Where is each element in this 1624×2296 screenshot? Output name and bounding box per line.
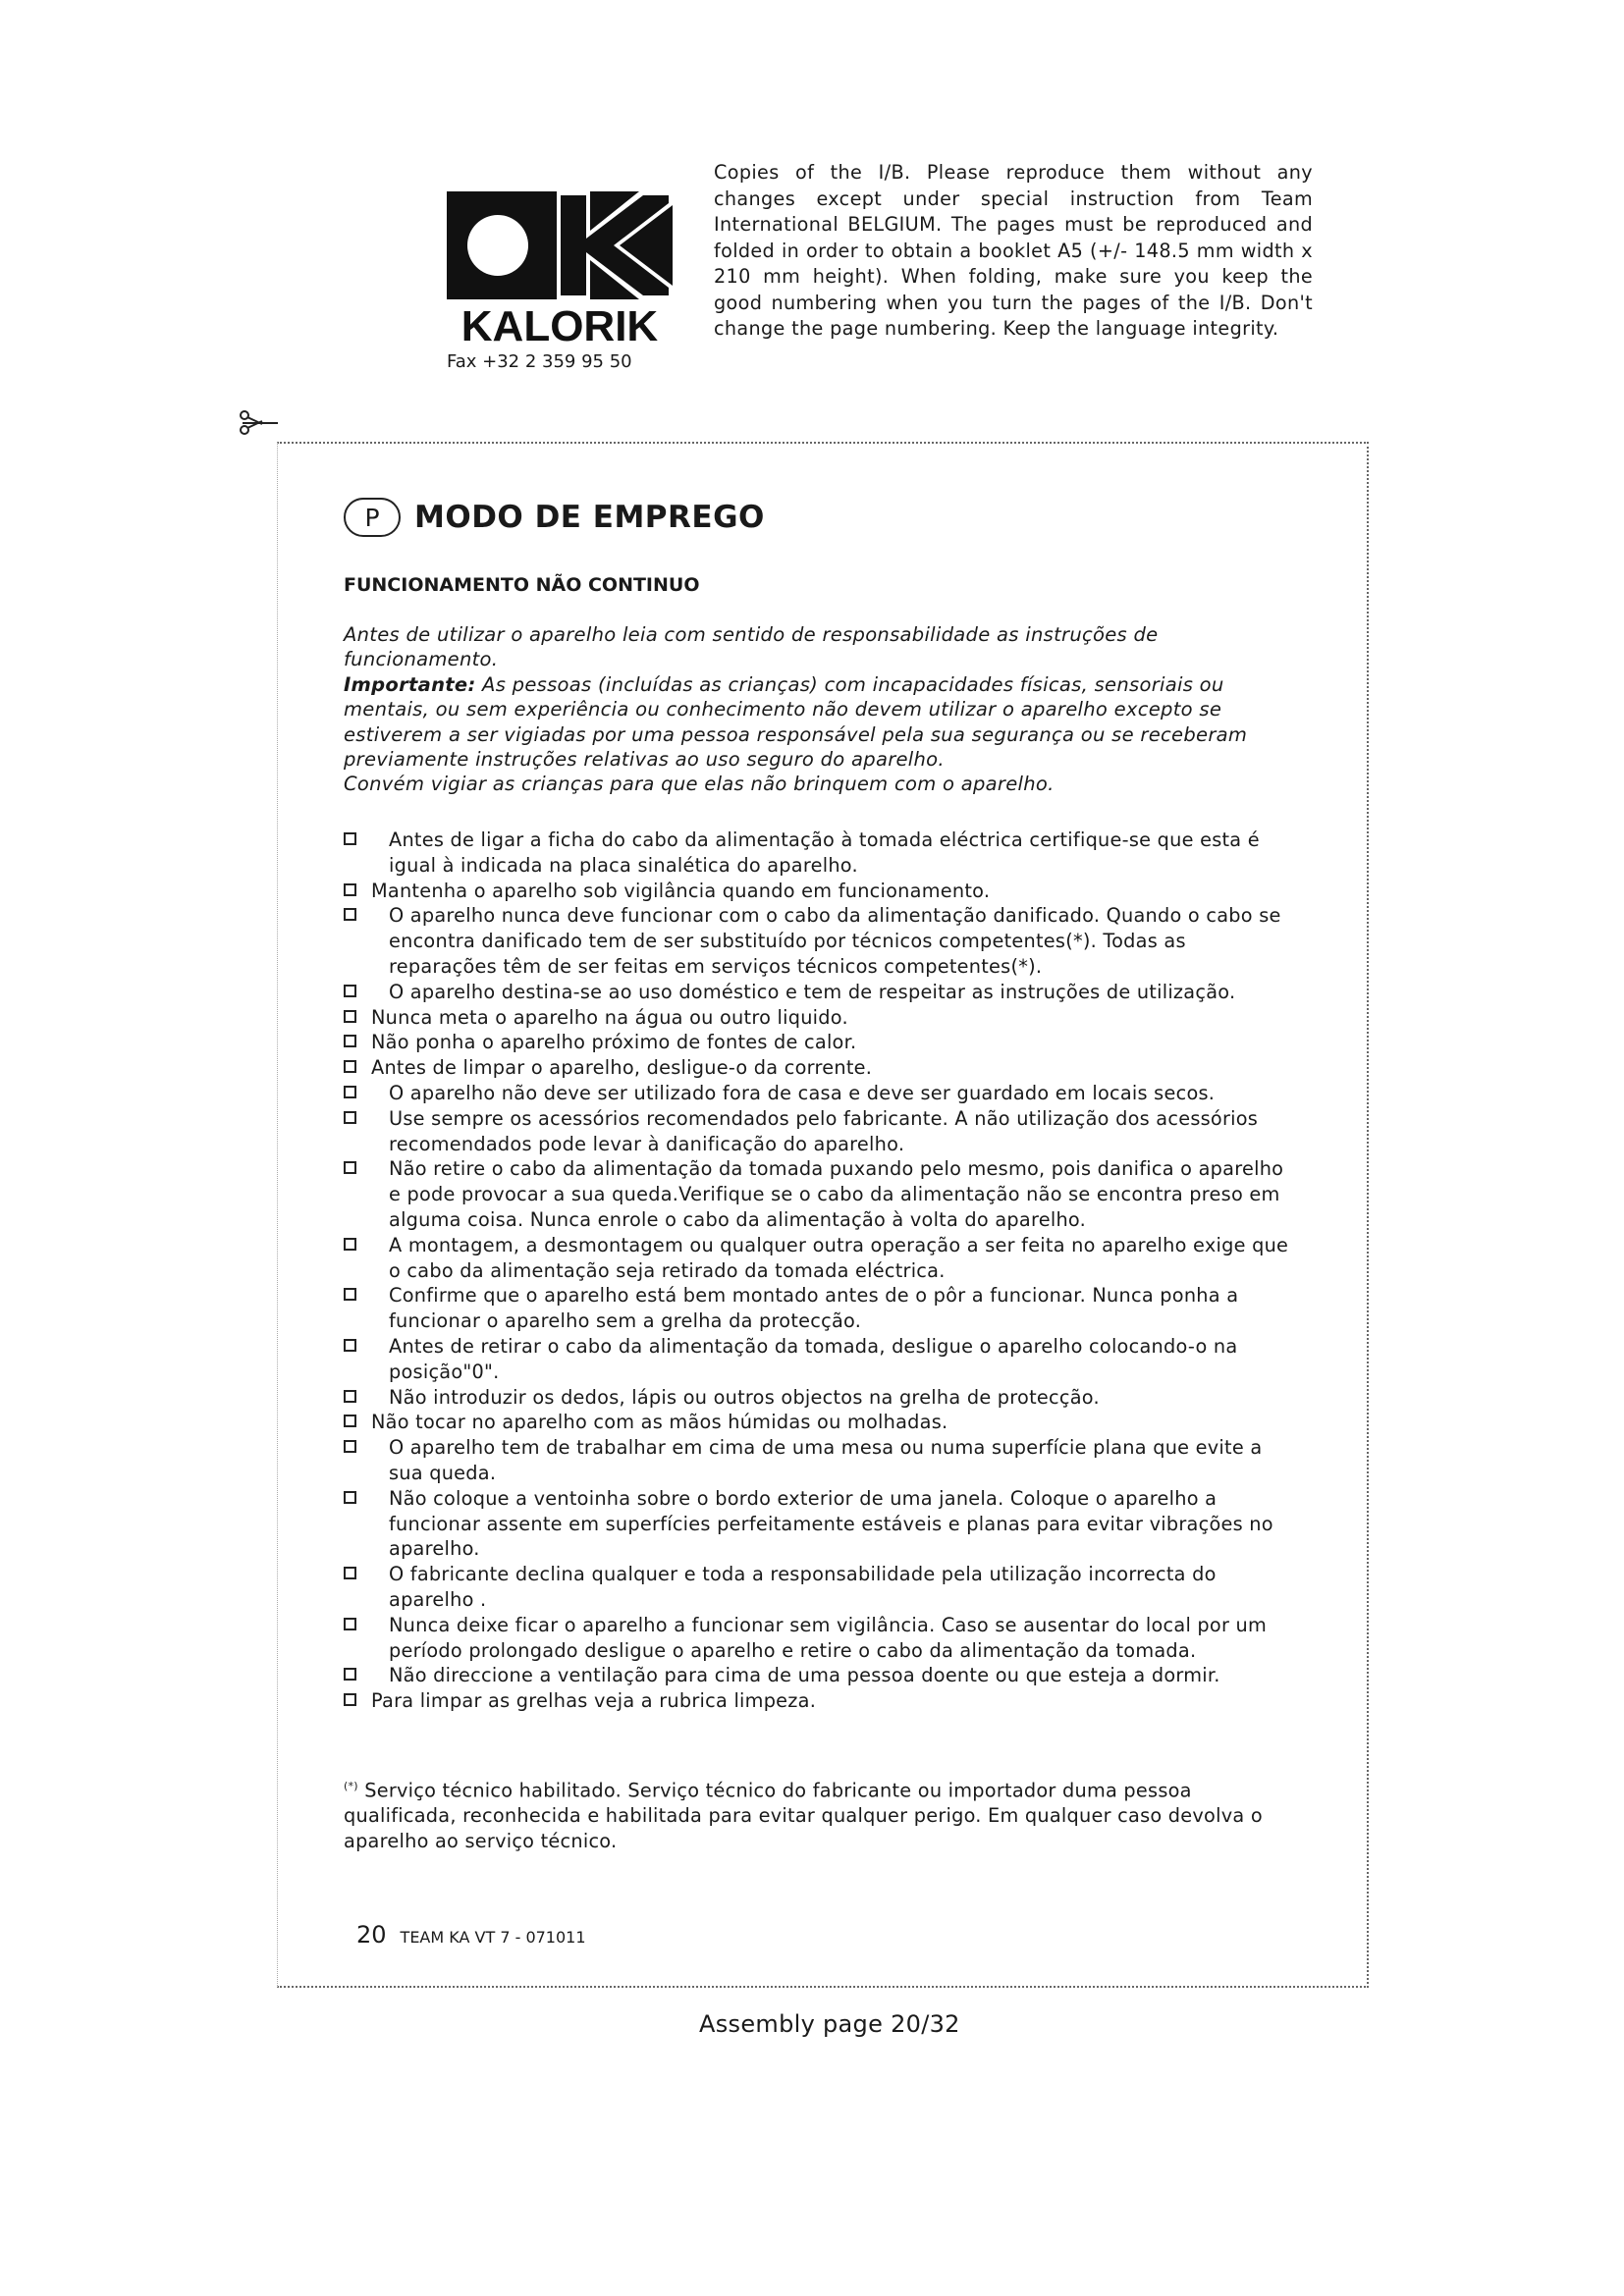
page-footer <box>356 1921 586 1949</box>
important-label: Importante: <box>344 672 476 696</box>
kalorik-logo-mark <box>447 191 673 353</box>
list-item: O fabricante declina qualquer e toda a responsabilidade pela utilização incorrecta do aparelho . <box>342 1562 1296 1613</box>
footnote-text: Serviço técnico habilitado. Serviço técnico do fabricante ou importador duma pessoa qualificada, reconhecida e habilitada para evitar qualquer perigo. Em qualquer caso devolva o aparelho ao serviço técnico. <box>344 1779 1263 1853</box>
checkbox-bullet-icon <box>344 1491 356 1504</box>
list-item: A montagem, a desmontagem ou qualquer outra operação a ser feita no aparelho exige que o cabo da alimentação seja retirado da tomada eléctrica. <box>342 1233 1296 1284</box>
list-item: Não tocar no aparelho com as mãos húmidas ou molhadas. <box>342 1410 1296 1435</box>
list-item: Não ponha o aparelho próximo de fontes de calor. <box>342 1030 1296 1055</box>
list-item: Nunca deixe ficar o aparelho a funcionar sem vigilância. Caso se ausentar do local por um período prolongado desligue o aparelho e retire o cabo da alimentação da tomada. <box>342 1613 1296 1664</box>
important-paragraph <box>344 672 1286 773</box>
checkbox-bullet-icon <box>344 1693 356 1706</box>
checkbox-bullet-icon <box>344 1161 356 1174</box>
page-number: 20 <box>356 1921 387 1949</box>
list-item: O aparelho não deve ser utilizado fora de casa e deve ser guardado em locais secos. <box>342 1081 1296 1106</box>
checkbox-bullet-icon <box>344 1440 356 1453</box>
list-item: Para limpar as grelhas veja a rubrica limpeza. <box>342 1688 1296 1714</box>
section-title: FUNCIONAMENTO NÃO CONTINUO <box>344 574 700 596</box>
language-badge: P <box>344 498 401 537</box>
list-item: O aparelho tem de trabalhar em cima de uma mesa ou numa superfície plana que evite a sua queda. <box>342 1435 1296 1486</box>
page-title: MODO DE EMPREGO <box>414 500 765 535</box>
intro-block <box>344 622 1286 797</box>
assembly-page-label: Assembly page 20/32 <box>699 2010 960 2038</box>
scissors-icon <box>239 409 278 435</box>
checkbox-bullet-icon <box>344 883 356 896</box>
checkbox-bullet-icon <box>344 1415 356 1427</box>
list-item: O aparelho nunca deve funcionar com o cabo da alimentação danificado. Quando o cabo se encontra danificado tem de ser substituído por técnicos competentes(*). Todas as reparações têm de ser feitas em serviços técnicos competentes(*). <box>342 903 1296 979</box>
important-text: As pessoas (incluídas as crianças) com incapacidades físicas, sensoriais ou mentais, ou sem experiência ou conhecimento não devem utilizar o aparelho excepto se estiverem a ser vigiadas por uma pessoa responsável pela sua segurança ou se receberam previamente instruções relativas ao uso seguro do aparelho. <box>344 672 1248 772</box>
checkbox-bullet-icon <box>344 1390 356 1403</box>
manual-heading <box>344 496 765 539</box>
document-reference: TEAM KA VT 7 - 071011 <box>400 1928 586 1947</box>
checkbox-bullet-icon <box>344 1339 356 1352</box>
fax-number: Fax +32 2 359 95 50 <box>447 351 632 372</box>
checkbox-bullet-icon <box>344 1567 356 1579</box>
checkbox-bullet-icon <box>344 985 356 997</box>
checkbox-bullet-icon <box>344 1035 356 1047</box>
list-item: Não introduzir os dedos, lápis ou outros objectos na grelha de protecção. <box>342 1385 1296 1411</box>
supervision-paragraph: Convém vigiar as crianças para que elas não brinquem com o aparelho. <box>344 773 1055 796</box>
list-item: O aparelho destina-se ao uso doméstico e tem de respeitar as instruções de utilização. <box>342 980 1296 1005</box>
checkbox-bullet-icon <box>344 1010 356 1023</box>
intro-paragraph: Antes de utilizar o aparelho leia com sentido de responsabilidade as instruções de funcionamento. <box>344 623 1159 671</box>
list-item: Antes de limpar o aparelho, desligue-o da corrente. <box>342 1055 1296 1081</box>
list-item: Confirme que o aparelho está bem montado antes de o pôr a funcionar. Nunca ponha a funcionar o aparelho sem a grelha da protecção. <box>342 1283 1296 1334</box>
list-item: Nunca meta o aparelho na água ou outro liquido. <box>342 1005 1296 1031</box>
checkbox-bullet-icon <box>344 1288 356 1301</box>
checkbox-bullet-icon <box>344 832 356 845</box>
logo-wordmark: KALORIK <box>460 302 659 350</box>
checkbox-bullet-icon <box>344 1668 356 1681</box>
list-item: Não direccione a ventilação para cima de uma pessoa doente ou que esteja a dormir. <box>342 1663 1296 1688</box>
checkbox-bullet-icon <box>344 1618 356 1630</box>
list-item: Não coloque a ventoinha sobre o bordo exterior de uma janela. Coloque o aparelho a funcionar assente em superfícies perfeitamente estáveis e planas para evitar vibrações no aparelho. <box>342 1486 1296 1562</box>
footnote <box>344 1774 1302 1854</box>
checkbox-bullet-icon <box>344 1238 356 1251</box>
reproduction-notice: Copies of the I/B. Please reproduce them without any changes except under special instruction from Team International BELGIUM. The pages must be reproduced and folded in order to obtain a booklet A5 (+/- 148.5 mm width x 210 mm height). When folding, make sure you keep the good numbering when you turn the pages of the I/B. Don't change the page numbering. Keep the language integrity. <box>714 161 1313 340</box>
checkbox-bullet-icon <box>344 1060 356 1073</box>
list-item: Mantenha o aparelho sob vigilância quando em funcionamento. <box>342 879 1296 904</box>
list-item: Use sempre os acessórios recomendados pelo fabricante. A não utilização dos acessórios recomendados pode levar à danificação do aparelho. <box>342 1106 1296 1157</box>
list-item: Não retire o cabo da alimentação da tomada puxando pelo mesmo, pois danifica o aparelho e pode provocar a sua queda.Verifique se o cabo da alimentação não se encontra preso em alguma coisa. Nunca enrole o cabo da alimentação à volta do aparelho. <box>342 1156 1296 1232</box>
list-item: Antes de ligar a ficha do cabo da alimentação à tomada eléctrica certifique-se que esta é igual à indicada na placa sinalética do aparelho. <box>342 828 1296 879</box>
checkbox-bullet-icon <box>344 1086 356 1098</box>
list-item: Antes de retirar o cabo da alimentação da tomada, desligue o aparelho colocando-o na posição"0". <box>342 1334 1296 1385</box>
checkbox-bullet-icon <box>344 1111 356 1124</box>
kalorik-logo <box>447 191 673 353</box>
footnote-mark: (*) <box>344 1780 358 1792</box>
checkbox-bullet-icon <box>344 908 356 921</box>
safety-list <box>342 828 1296 1714</box>
